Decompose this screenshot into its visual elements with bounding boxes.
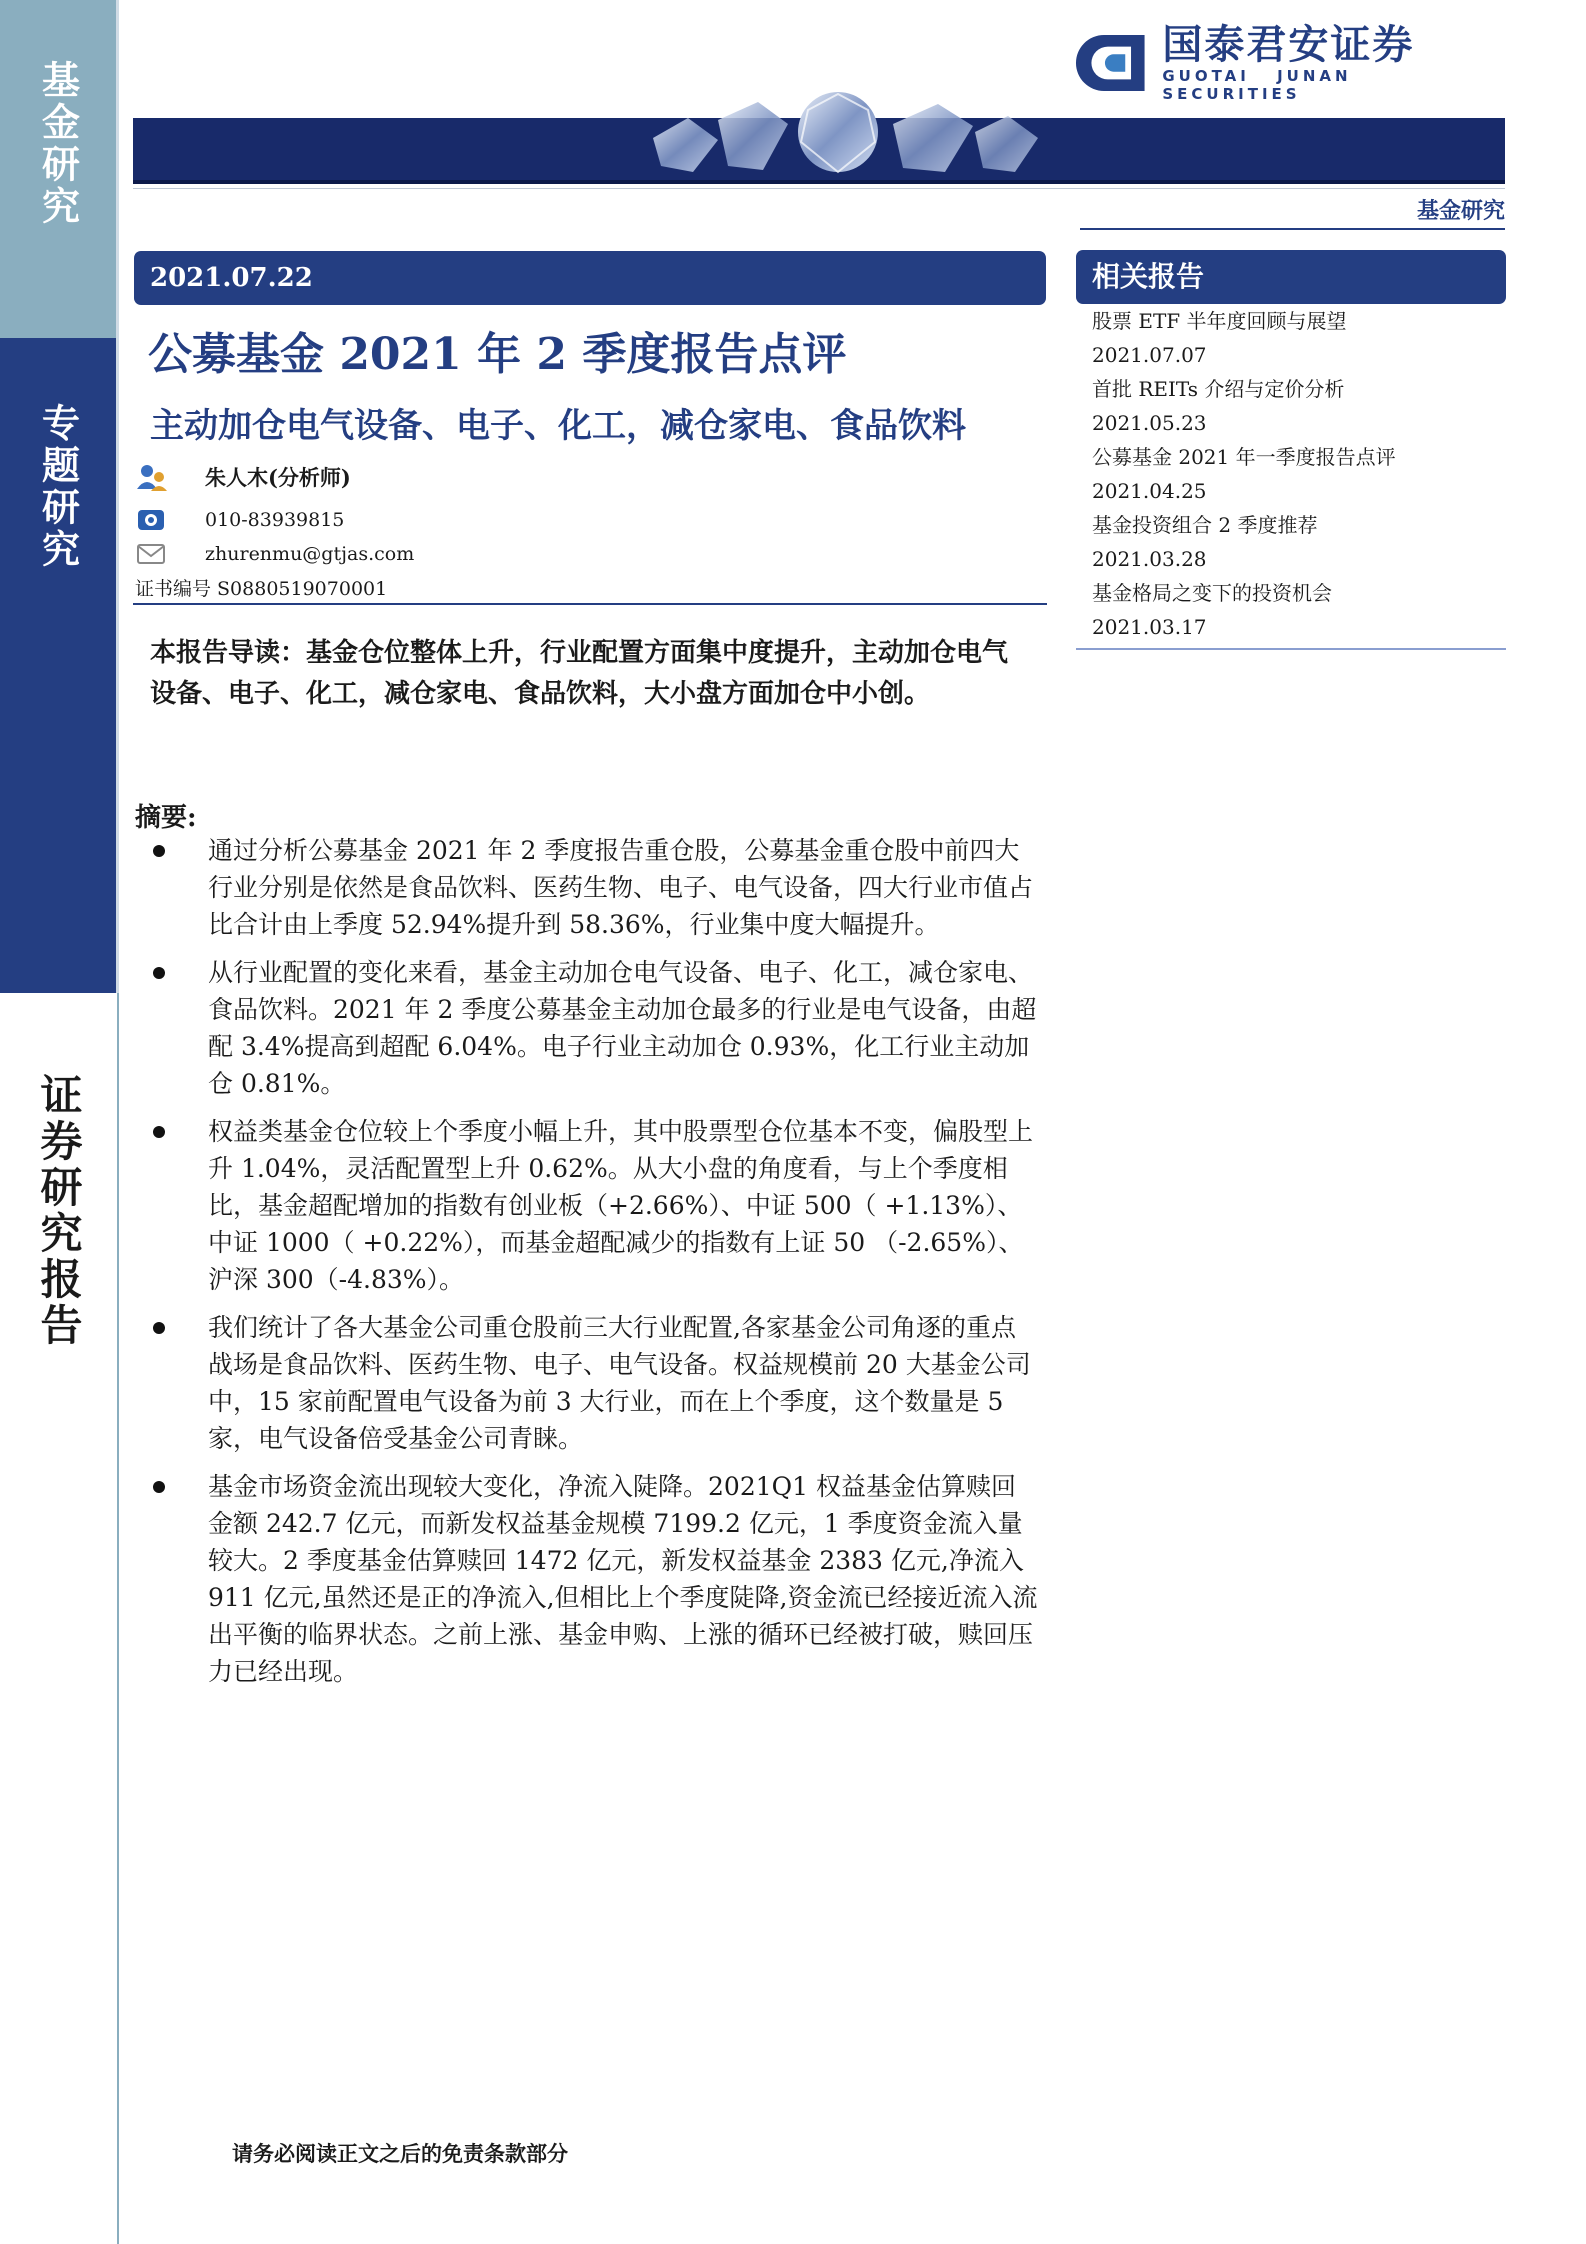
banner-rule: [133, 188, 1505, 189]
sidebar: [0, 0, 119, 2244]
bullet-dot-icon: [153, 845, 165, 857]
report-subtitle: 主动加仓电气设备、电子、化工，减仓家电、食品饮料: [150, 406, 966, 446]
bullet-dot-icon: [153, 967, 165, 979]
summary-bullet: [148, 832, 1038, 943]
logo-name-cn: 国泰君安证券: [1162, 22, 1415, 68]
related-report-title[interactable]: 基金格局之变下的投资机会: [1092, 581, 1332, 605]
report-guide: 本报告导读：基金仓位整体上升，行业配置方面集中度提升，主动加仓电气设备、电子、化工，减仓家电、食品饮料，大小盘方面加仓中小创。: [150, 638, 1009, 709]
related-report-date: 2021.03.17: [1092, 615, 1207, 639]
author-email[interactable]: zhurenmu@gtjas.com: [205, 543, 415, 565]
header-banner: [133, 118, 1505, 184]
sidebar-label-middle: 专题研究: [35, 403, 81, 571]
related-reports: [1076, 250, 1506, 650]
author-name-row: [135, 462, 351, 492]
summary-bullet-text: 权益类基金仓位较上个季度小幅上升，其中股票型仓位基本不变，偏股型上升 1.04%，灵活配置型上升 0.62%。从大小盘的角度看，与上个季度相比，基金超配增加的指数有创业板（+2.66%）、中证 500（ +1.13%）、中证 1000（ +0.22%），而基金超配减少的指数有上证 50 （-2.65%）、沪深 300（-4.83%）。: [208, 1117, 1034, 1294]
related-reports-divider: [1076, 648, 1506, 650]
summary-bullet: [148, 1309, 1038, 1457]
phone-icon: [135, 506, 167, 534]
report-date: 2021.07.22: [150, 263, 313, 293]
sidebar-section-topic-research: [0, 338, 119, 993]
author-phone-row: [135, 506, 344, 534]
author-divider: [133, 603, 1047, 605]
bullet-dot-icon: [153, 1322, 165, 1334]
related-report-date: 2021.03.28: [1092, 547, 1207, 571]
summary-bullet: [148, 954, 1038, 1102]
author-name: 朱人木(分析师): [205, 465, 351, 490]
related-report-title[interactable]: 首批 REITs 介绍与定价分析: [1092, 377, 1345, 401]
summary-bullet-text: 从行业配置的变化来看，基金主动加仓电气设备、电子、化工，减仓家电、食品饮料。2021 年 2 季度公募基金主动加仓最多的行业是电气设备，由超配 3.4%提高到超配 6.04%。电子行业主动加仓 0.93%，化工行业主动加仓 0.81%。: [208, 958, 1037, 1098]
summary-heading: 摘要:: [135, 803, 197, 833]
summary-bullet: [148, 1468, 1038, 1690]
author-email-row: [135, 540, 414, 568]
sidebar-section-securities-report: [0, 993, 119, 2244]
related-report-date: 2021.07.07: [1092, 343, 1207, 367]
related-report-item[interactable]: [1076, 508, 1506, 576]
report-date-bar: [134, 251, 1046, 305]
related-report-item[interactable]: [1076, 440, 1506, 508]
header-category: 基金研究: [1416, 198, 1505, 224]
related-reports-heading: 相关报告: [1076, 250, 1506, 304]
bullet-dot-icon: [153, 1126, 165, 1138]
logo-name-en: GUOTAI JUNAN SECURITIES: [1162, 67, 1352, 103]
related-report-date: 2021.04.25: [1092, 479, 1207, 503]
bullet-dot-icon: [153, 1481, 165, 1493]
summary-bullet-text: 基金市场资金流出现较大变化，净流入陡降。2021Q1 权益基金估算赎回金额 242.7 亿元，而新发权益基金规模 7199.2 亿元，1 季度资金流入量较大。2 季度基金估算赎回 1472 亿元，新发权益基金 2383 亿元,净流入 911 亿元,虽然还是正的净流入,但相比上个季度陡降,资金流已经接近流入流出平衡的临界状态。之前上涨、基金申购、上涨的循环已经被打破，赎回压力已经出现。: [208, 1472, 1038, 1686]
related-report-date: 2021.05.23: [1092, 411, 1207, 435]
mail-icon: [135, 540, 167, 568]
diamond-graphic-icon: [133, 80, 1505, 180]
related-report-item[interactable]: [1076, 576, 1506, 644]
sidebar-label-top: 基金研究: [35, 60, 81, 228]
sidebar-section-fund-research: [0, 0, 119, 338]
sidebar-label-bottom: 证券研究报告: [34, 1073, 84, 1349]
report-title: 公募基金 2021 年 2 季度报告点评: [148, 329, 847, 380]
author-certificate: 证书编号 S0880519070001: [135, 578, 388, 600]
header-category-rule: [1080, 228, 1505, 230]
related-report-title[interactable]: 公募基金 2021 年一季度报告点评: [1092, 445, 1396, 469]
author-phone: 010-83939815: [205, 509, 345, 531]
related-report-item[interactable]: [1076, 372, 1506, 440]
summary-bullet-text: 通过分析公募基金 2021 年 2 季度报告重仓股，公募基金重仓股中前四大行业分别是依然是食品饮料、医药生物、电子、电气设备，四大行业市值占比合计由上季度 52.94%提升到 58.36%，行业集中度大幅提升。: [208, 836, 1034, 939]
related-report-title[interactable]: 基金投资组合 2 季度推荐: [1092, 513, 1318, 537]
footer-disclaimer: 请务必阅读正文之后的免责条款部分: [232, 2141, 568, 2166]
summary-list: [148, 832, 1038, 1701]
related-report-title[interactable]: 股票 ETF 半年度回顾与展望: [1092, 309, 1347, 333]
related-report-item[interactable]: [1076, 304, 1506, 372]
person-icon: [135, 463, 167, 491]
summary-bullet: [148, 1113, 1038, 1298]
summary-bullet-text: 我们统计了各大基金公司重仓股前三大行业配置,各家基金公司角逐的重点战场是食品饮料、医药生物、电子、电气设备。权益规模前 20 大基金公司中，15 家前配置电气设备为前 3 大行业，而在上个季度，这个数量是 5 家，电气设备倍受基金公司青睐。: [208, 1313, 1031, 1453]
